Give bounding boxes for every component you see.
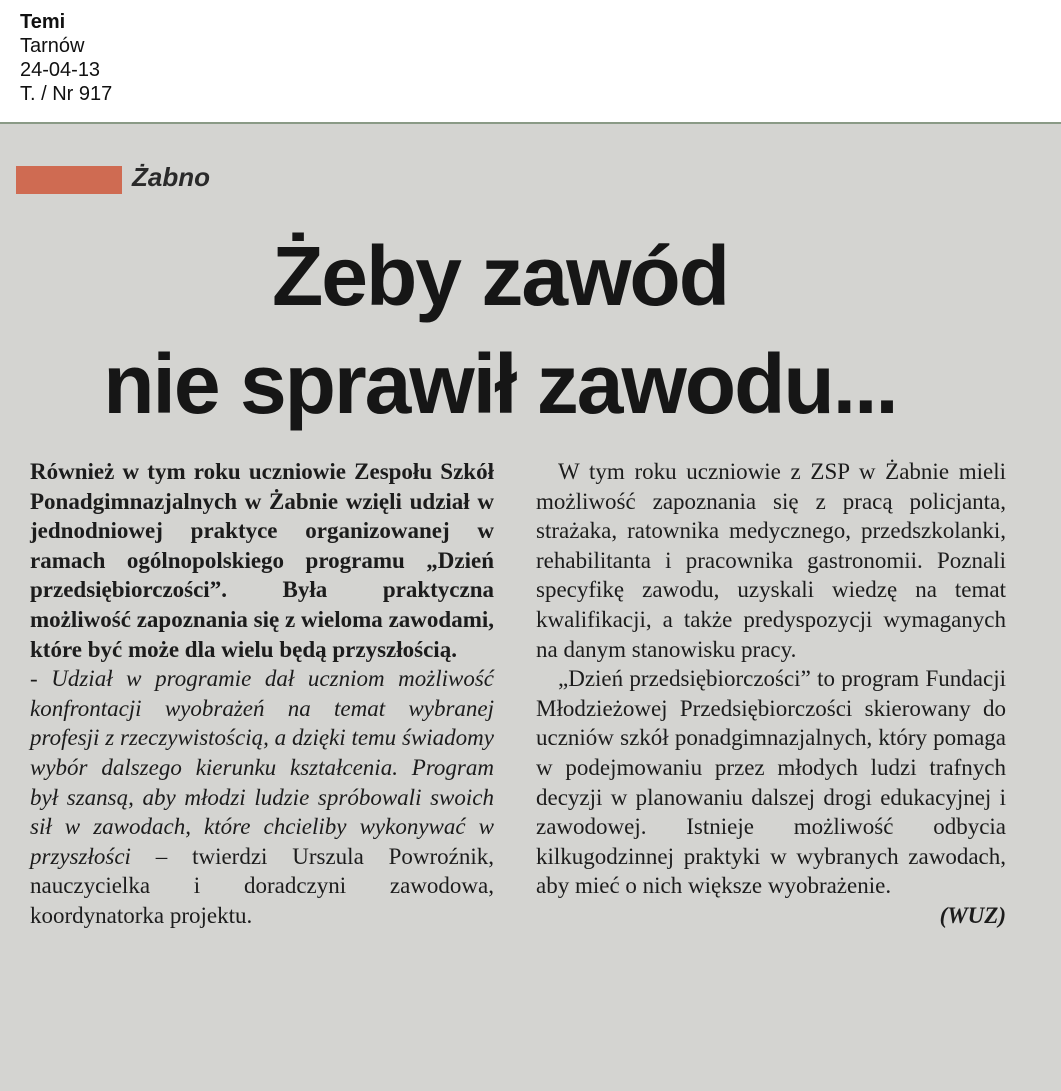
- body-paragraph-3: „Dzień przedsiębiorczości” to program Fundacji Młodzieżowej Przedsiębiorczości skierowany do uczniów szkół ponadgimnazjalnych, który pomaga w podejmowaniu przez młodych ludzi trafnych decyzji w planowaniu dalszej drogi edukacyjnej i zawodowej. Istnieje możliwość odbycia kilkugodzinnej praktyki w wybranych zawodach, aby mieć o nich większe wyobrażenie.: [536, 666, 1006, 899]
- publication-date: 24-04-13: [20, 59, 101, 81]
- publication-name: Temi: [20, 11, 66, 33]
- quote-paragraph: [30, 664, 494, 930]
- newspaper-clipping: [0, 122, 1061, 1091]
- section-label: Żabno: [132, 162, 210, 192]
- article-column-right: [536, 457, 1006, 931]
- headline-line-2: nie sprawił zawodu...: [103, 337, 897, 431]
- body-paragraph-2: W tym roku uczniowie z ZSP w Żabnie mieli możliwość zapoznania się z pracą policjanta, strażaka, ratownika medycznego, przedszkolanki, rehabilitanta i pracownika gastronomii. Poznali specyfikę zawodu, uzyskali wiedzę na temat kwalifikacji, a także predyspozycji wymaganych na danym stanowisku pracy.: [536, 459, 1006, 662]
- article-column-left: [30, 457, 494, 931]
- quote-text: - Udział w programie dał uczniom możliwość konfrontacji wyobrażeń na temat wybranej profesji z rzeczywistością, a dzięki temu świadomy wybór dalszego kierunku kształcenia. Program był szansą, aby młodzi ludzie spróbowali swoich sił w zawodach, które chcieliby wykonywać w przyszłości: [30, 666, 494, 869]
- quote-attribution: – twierdzi Urszula Powroźnik, nauczycielka i doradczyni zawodowa, koordynatorka projektu.: [30, 843, 494, 928]
- section-color-bar: [16, 166, 122, 194]
- headline: [0, 222, 1000, 438]
- author-signature: (WUZ): [939, 902, 1006, 928]
- issue-number: T. / Nr 917: [20, 83, 113, 105]
- lead-paragraph: Również w tym roku uczniowie Zespołu Szkół Ponadgimnazjalnych w Żabnie wzięli udział w jednodniowej praktyce organizowanej w ramach ogólnopolskiego programu „Dzień przedsiębiorczości”. Była praktyczna możliwość zapoznania się z wieloma zawodami, które być może dla wielu będą przyszłością.: [30, 459, 494, 662]
- publication-city: Tarnów: [20, 35, 85, 57]
- clipping-metadata: [20, 10, 112, 106]
- headline-line-1: Żeby zawód: [271, 229, 729, 323]
